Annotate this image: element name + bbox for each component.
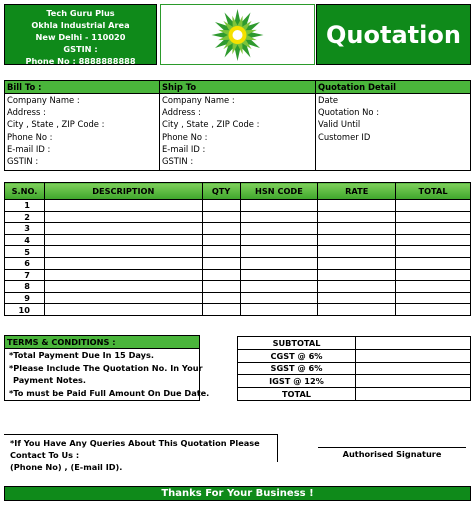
terms-header: TERMS & CONDITIONS : bbox=[5, 336, 199, 349]
hsn-cell[interactable] bbox=[240, 223, 318, 235]
description-cell[interactable] bbox=[44, 223, 202, 235]
subtotal-label: SUBTOTAL bbox=[238, 337, 356, 350]
bill-to-address: Address : bbox=[7, 107, 46, 118]
quotation-number: Quotation No : bbox=[318, 107, 380, 118]
table-row bbox=[5, 292, 471, 304]
igst-label: IGST @ 12% bbox=[238, 375, 356, 388]
ship-to-phone: Phone No : bbox=[162, 131, 208, 142]
company-gstin: GSTIN : bbox=[63, 44, 98, 54]
hsn-cell[interactable] bbox=[240, 281, 318, 293]
qty-cell[interactable] bbox=[202, 304, 240, 316]
total-cell[interactable] bbox=[396, 292, 471, 304]
row-number: 3 bbox=[5, 223, 45, 235]
hsn-cell[interactable] bbox=[240, 234, 318, 246]
description-cell[interactable] bbox=[44, 211, 202, 223]
table-row bbox=[5, 257, 471, 269]
ship-to-gstin: GSTIN : bbox=[162, 155, 194, 166]
sgst-value[interactable] bbox=[356, 362, 471, 375]
company-address-line-1: Okhla Industrial Area bbox=[31, 20, 130, 30]
sunburst-logo-icon bbox=[161, 5, 314, 64]
hsn-cell[interactable] bbox=[240, 269, 318, 281]
hsn-cell[interactable] bbox=[240, 292, 318, 304]
rate-cell[interactable] bbox=[318, 304, 396, 316]
col-header-sno: S.NO. bbox=[5, 183, 45, 200]
sgst-label: SGST @ 6% bbox=[238, 362, 356, 375]
company-phone: Phone No : 8888888888 bbox=[25, 56, 136, 66]
description-cell[interactable] bbox=[44, 304, 202, 316]
table-row bbox=[5, 246, 471, 258]
queries-note bbox=[4, 434, 278, 472]
description-cell[interactable] bbox=[44, 281, 202, 293]
items-table-header bbox=[5, 183, 471, 200]
row-number: 1 bbox=[5, 200, 45, 212]
row-number: 10 bbox=[5, 304, 45, 316]
total-value[interactable] bbox=[356, 388, 471, 401]
total-cell[interactable] bbox=[396, 281, 471, 293]
totals-table bbox=[237, 336, 471, 401]
signature-line bbox=[318, 447, 466, 448]
table-row bbox=[5, 211, 471, 223]
qty-cell[interactable] bbox=[202, 257, 240, 269]
ship-to-company-name: Company Name : bbox=[162, 95, 235, 105]
col-header-hsn-code: HSN CODE bbox=[240, 183, 318, 200]
quotation-valid-until: Valid Until bbox=[318, 119, 361, 130]
rate-cell[interactable] bbox=[318, 257, 396, 269]
hsn-cell[interactable] bbox=[240, 246, 318, 258]
footer-thanks: Thanks For Your Business ! bbox=[4, 486, 471, 501]
quotation-detail-section bbox=[315, 80, 471, 171]
rate-cell[interactable] bbox=[318, 211, 396, 223]
terms-line: *To must be Paid Full Amount On Due Date. bbox=[9, 387, 210, 398]
qty-cell[interactable] bbox=[202, 223, 240, 235]
bill-to-section bbox=[4, 80, 160, 171]
rate-cell[interactable] bbox=[318, 246, 396, 258]
table-row bbox=[5, 223, 471, 235]
rate-cell[interactable] bbox=[318, 223, 396, 235]
row-number: 7 bbox=[5, 269, 45, 281]
total-cell[interactable] bbox=[396, 269, 471, 281]
ship-to-city-state-zip: City , State , ZIP Code : bbox=[162, 119, 260, 130]
quotation-detail-header: Quotation Detail bbox=[316, 81, 470, 94]
quotation-customer-id: Customer ID bbox=[318, 131, 371, 142]
qty-cell[interactable] bbox=[202, 246, 240, 258]
row-number: 4 bbox=[5, 234, 45, 246]
description-cell[interactable] bbox=[44, 200, 202, 212]
row-number: 5 bbox=[5, 246, 45, 258]
total-cell[interactable] bbox=[396, 200, 471, 212]
qty-cell[interactable] bbox=[202, 269, 240, 281]
qty-cell[interactable] bbox=[202, 292, 240, 304]
total-label: TOTAL bbox=[238, 388, 356, 401]
hsn-cell[interactable] bbox=[240, 200, 318, 212]
ship-to-section bbox=[159, 80, 316, 171]
ship-to-email: E-mail ID : bbox=[162, 143, 206, 154]
row-number: 8 bbox=[5, 281, 45, 293]
bill-to-email: E-mail ID : bbox=[7, 143, 51, 154]
terms-section bbox=[4, 335, 210, 401]
bill-to-company-name: Company Name : bbox=[7, 95, 80, 105]
bill-to-header: Bill To : bbox=[5, 81, 159, 94]
cgst-value[interactable] bbox=[356, 349, 471, 362]
queries-line-1: *If You Have Any Queries About This Quotation Please Contact To Us : bbox=[10, 438, 260, 460]
terms-line: Payment Notes. bbox=[13, 375, 86, 385]
description-cell[interactable] bbox=[44, 246, 202, 258]
rate-cell[interactable] bbox=[318, 269, 396, 281]
row-number: 9 bbox=[5, 292, 45, 304]
rate-cell[interactable] bbox=[318, 281, 396, 293]
col-header-rate: RATE bbox=[318, 183, 396, 200]
col-header-qty: QTY bbox=[202, 183, 240, 200]
hsn-cell[interactable] bbox=[240, 257, 318, 269]
document-title: Quotation bbox=[316, 4, 471, 65]
total-cell[interactable] bbox=[396, 234, 471, 246]
ship-to-address: Address : bbox=[162, 107, 201, 118]
company-address-line-2: New Delhi - 110020 bbox=[35, 32, 126, 42]
total-cell[interactable] bbox=[396, 246, 471, 258]
table-row bbox=[5, 304, 471, 316]
table-row bbox=[5, 234, 471, 246]
company-name: Tech Guru Plus bbox=[46, 8, 115, 18]
qty-cell[interactable] bbox=[202, 211, 240, 223]
hsn-cell[interactable] bbox=[240, 304, 318, 316]
company-info-block bbox=[4, 4, 157, 65]
rate-cell[interactable] bbox=[318, 234, 396, 246]
bill-to-gstin: GSTIN : bbox=[7, 155, 39, 166]
terms-line: *Total Payment Due In 15 Days. bbox=[9, 350, 154, 360]
queries-line-2: (Phone No) , (E-mail ID). bbox=[10, 462, 123, 472]
description-cell[interactable] bbox=[44, 234, 202, 246]
total-cell[interactable] bbox=[396, 257, 471, 269]
description-cell[interactable] bbox=[44, 292, 202, 304]
qty-cell[interactable] bbox=[202, 200, 240, 212]
qty-cell[interactable] bbox=[202, 234, 240, 246]
subtotal-value[interactable] bbox=[356, 337, 471, 350]
row-number: 6 bbox=[5, 257, 45, 269]
logo-box bbox=[160, 4, 315, 65]
quotation-date: Date bbox=[318, 95, 339, 105]
table-row bbox=[5, 269, 471, 281]
description-cell[interactable] bbox=[44, 257, 202, 269]
row-number: 2 bbox=[5, 211, 45, 223]
rate-cell[interactable] bbox=[318, 292, 396, 304]
description-cell[interactable] bbox=[44, 269, 202, 281]
igst-value[interactable] bbox=[356, 375, 471, 388]
total-cell[interactable] bbox=[396, 223, 471, 235]
col-header-description: DESCRIPTION bbox=[44, 183, 202, 200]
authorised-signature: Authorised Signature bbox=[342, 449, 442, 459]
total-cell[interactable] bbox=[396, 304, 471, 316]
table-row bbox=[5, 281, 471, 293]
ship-to-header: Ship To bbox=[160, 81, 315, 94]
col-header-total: TOTAL bbox=[396, 183, 471, 200]
hsn-cell[interactable] bbox=[240, 211, 318, 223]
total-cell[interactable] bbox=[396, 211, 471, 223]
terms-line: *Please Include The Quotation No. In Your bbox=[9, 362, 203, 373]
items-table bbox=[4, 182, 471, 316]
table-row bbox=[5, 200, 471, 212]
bill-to-phone: Phone No : bbox=[7, 131, 53, 142]
qty-cell[interactable] bbox=[202, 281, 240, 293]
cgst-label: CGST @ 6% bbox=[238, 349, 356, 362]
bill-to-city-state-zip: City , State , ZIP Code : bbox=[7, 119, 105, 130]
rate-cell[interactable] bbox=[318, 200, 396, 212]
